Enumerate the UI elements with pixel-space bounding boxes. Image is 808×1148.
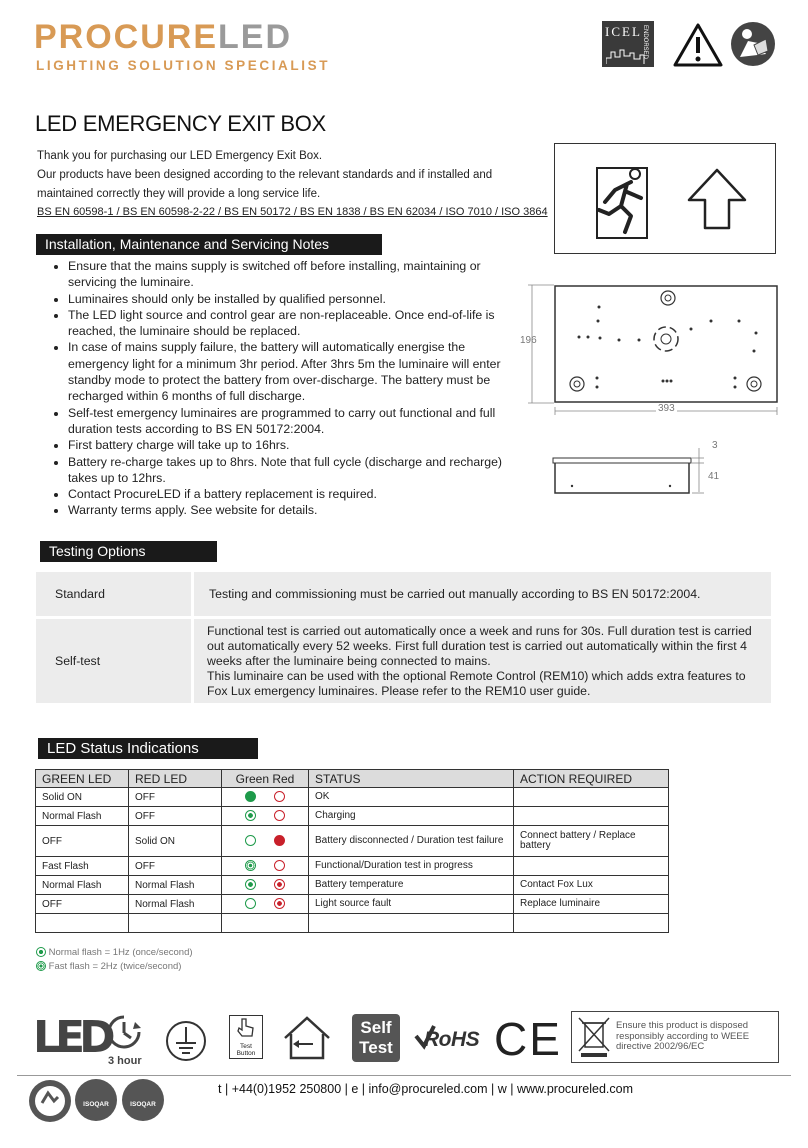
table-header-row	[36, 770, 669, 788]
weee-text: Ensure this product is disposed responsibly according to WEEE directive 2002/96/EC	[616, 1020, 750, 1052]
cell-indicator	[222, 807, 309, 826]
list-item: • The LED light source and control gear are non-replaceable. Once end-of-life is reached, the luminaire should be replaced.	[68, 307, 518, 340]
dimension-lip: 3	[712, 440, 718, 451]
cell-action	[514, 857, 669, 876]
intro-text	[37, 147, 517, 204]
cell-red-led: Solid ON	[129, 826, 222, 857]
cell-red-led: OFF	[129, 788, 222, 807]
footer-phone[interactable]: +44(0)1952 250800	[231, 1082, 342, 1096]
list-item: • Battery re-charge takes up to 8hrs. Note that full cycle (discharge and recharge) takes up to 12hrs.	[68, 454, 518, 487]
cell-green-led: OFF	[36, 895, 129, 914]
ce-mark-icon	[494, 1012, 562, 1066]
cell-red-led: OFF	[129, 857, 222, 876]
self-test-text: Self Test	[359, 1018, 393, 1057]
self-test-icon	[352, 1014, 400, 1062]
led-solid-icon	[274, 835, 285, 846]
led-off-icon	[274, 860, 285, 871]
list-item: • Ensure that the mains supply is switched off before installing, maintaining or servicing the luminaire.	[68, 258, 518, 291]
isoqar-text-1: ISOQAR	[83, 1101, 109, 1108]
led-flash-icon	[245, 810, 256, 821]
footer-contact: t | +44(0)1952 250800 | e | info@procureled.com | w | www.procureled.com	[218, 1082, 633, 1096]
dimension-depth: 41	[708, 471, 720, 482]
selftest-text-2: This luminaire can be used with the optional Remote Control (REM10) which adds extra features to Fox Lux emergency luminaires. Please refer to the REM10 user guide.	[207, 668, 746, 698]
testing-standard-text: Testing and commissioning must be carried out manually according to BS EN 50172:2004.	[194, 572, 771, 616]
indoor-use-icon	[281, 1014, 333, 1062]
isoqar-badge-2	[122, 1079, 164, 1121]
footer-divider	[17, 1075, 791, 1076]
col-red-led: RED LED	[129, 770, 222, 788]
exit-sign-illustration	[554, 143, 776, 254]
cell-status: Battery temperature	[309, 876, 514, 895]
table-row	[36, 572, 771, 616]
cell-green-led: Normal Flash	[36, 807, 129, 826]
cell-red-led: OFF	[129, 807, 222, 826]
cell-indicator	[222, 876, 309, 895]
cell-action	[514, 807, 669, 826]
front-dimension-drawing	[520, 283, 790, 418]
empty-cell	[514, 914, 669, 933]
clock-icon	[104, 1014, 144, 1050]
table-row	[36, 826, 669, 857]
intro-line-2: Our products have been designed according to the relevant standards and if installed and maintained correctly they will provide a long service life.	[37, 169, 493, 200]
installation-heading: Installation, Maintenance and Servicing Notes	[36, 234, 382, 255]
table-row	[36, 619, 771, 703]
cell-indicator	[222, 857, 309, 876]
page-title: LED EMERGENCY EXIT BOX	[35, 111, 326, 136]
table-row	[36, 788, 669, 807]
empty-cell	[36, 914, 129, 933]
front-view-outline	[520, 283, 790, 418]
selftest-text-1: Functional test is carried out automatically once a week and runs for 30s. Full duration test is carried out automatically every 52 weeks. First full duration test is carried out automatically within the first 4 weeks after the luminaire being connected to mains.	[207, 623, 752, 668]
side-dimension-drawing	[552, 440, 732, 498]
cell-indicator	[222, 826, 309, 857]
note-normal-text: Normal flash = 1Hz (once/second)	[48, 947, 193, 958]
led-off-icon	[245, 898, 256, 909]
pointing-hand-icon	[230, 1016, 260, 1038]
arrow-up-icon	[687, 168, 747, 230]
empty-cell	[129, 914, 222, 933]
led-status-table	[35, 769, 669, 933]
icel-badge	[602, 21, 654, 67]
weee-notice	[571, 1011, 779, 1063]
earth-ground-icon	[164, 1019, 208, 1063]
empty-cell	[222, 914, 309, 933]
intro-line-1: Thank you for purchasing our LED Emergency Exit Box.	[37, 150, 323, 162]
table-row	[36, 857, 669, 876]
rohs-text: RoHS	[424, 1028, 480, 1051]
cell-status: Light source fault	[309, 895, 514, 914]
col-status: STATUS	[309, 770, 514, 788]
cell-green-led: Normal Flash	[36, 876, 129, 895]
flash-notes	[36, 946, 193, 974]
icel-badge-text: ICEL	[605, 24, 642, 39]
cell-indicator	[222, 788, 309, 807]
testing-table	[36, 572, 771, 703]
cell-status: Charging	[309, 807, 514, 826]
cell-green-led: Fast Flash	[36, 857, 129, 876]
list-item: • Luminaires should only be installed by qualified personnel.	[68, 291, 518, 307]
note-normal-flash	[36, 946, 193, 960]
cell-indicator	[222, 895, 309, 914]
note-fast-flash	[36, 960, 193, 974]
list-item: • In case of mains supply failure, the battery will automatically energise the emergency light for a minimum 3hr period. After 3hrs 5m the luminaire will enter standby mode to protect the battery from over-discharge. The battery must be recharged within 6 months of full discharge.	[68, 339, 518, 404]
rohs-check-icon	[414, 1024, 436, 1050]
footer-w-label: w	[497, 1082, 507, 1096]
ce-mark-text: CE	[494, 1013, 562, 1065]
cell-status: Battery disconnected / Duration test failure	[309, 826, 514, 857]
list-item: • Self-test emergency luminaires are programmed to carry out functional and full duration tests according to BS EN 50172:2004.	[68, 405, 518, 438]
testing-heading: Testing Options	[40, 541, 217, 562]
cell-action: Replace luminaire	[514, 895, 669, 914]
fast-flash-icon	[36, 961, 46, 971]
led-status-heading: LED Status Indications	[38, 738, 258, 759]
cell-green-led: OFF	[36, 826, 129, 857]
cell-red-led: Normal Flash	[129, 876, 222, 895]
footer-website[interactable]: www.procureled.com	[516, 1082, 633, 1096]
brand-tagline: LIGHTING SOLUTION SPECIALIST	[36, 58, 331, 73]
standards-list: BS EN 60598-1 / BS EN 60598-2-22 / BS EN 50172 / BS EN 1838 / BS EN 62034 / ISO 7010 / ISO 3864	[37, 206, 548, 218]
testing-standard-label: Standard	[36, 572, 191, 616]
led-flash-icon	[274, 879, 285, 890]
col-green-led: GREEN LED	[36, 770, 129, 788]
led-icon	[33, 1012, 110, 1063]
led-flash-icon	[245, 879, 256, 890]
list-item: • First battery charge will take up to 16hrs.	[68, 437, 518, 453]
three-hour-text: 3 hour	[108, 1055, 142, 1067]
normal-flash-icon	[36, 947, 46, 957]
warning-icon	[673, 23, 723, 67]
weee-bin-icon	[576, 1015, 612, 1059]
led-solid-icon	[245, 791, 256, 802]
table-row	[36, 807, 669, 826]
led-off-icon	[274, 791, 285, 802]
side-view-outline	[552, 440, 732, 498]
list-item: • Contact ProcureLED if a battery replacement is required.	[68, 486, 518, 502]
cell-action: Connect battery / Replace battery	[514, 826, 669, 857]
note-fast-text: Fast flash = 2Hz (twice/second)	[48, 961, 182, 972]
test-button-icon	[229, 1015, 263, 1059]
footer-t-label: t	[218, 1082, 222, 1096]
led-flash-icon	[274, 898, 285, 909]
led-status-rows	[36, 788, 669, 933]
cell-green-led: Solid ON	[36, 788, 129, 807]
testing-selftest-label: Self-test	[36, 619, 191, 703]
cell-action	[514, 788, 669, 807]
list-item: • Warranty terms apply. See website for details.	[68, 502, 518, 518]
dimension-height: 196	[520, 335, 537, 346]
skyline-icon	[606, 48, 646, 64]
three-hour-icon	[104, 1014, 150, 1067]
installation-list	[48, 258, 518, 519]
led-icon-text: LED	[33, 1012, 110, 1063]
icel-endorsed-text: ENDORSED	[641, 24, 648, 60]
cell-red-led: Normal Flash	[129, 895, 222, 914]
brand-name-main: PROCURE	[34, 18, 219, 56]
led-off-icon	[274, 810, 285, 821]
test-button-text: Test Button	[236, 1043, 256, 1057]
footer-e-label: e	[351, 1082, 359, 1096]
brand-name-accent: LED	[218, 18, 293, 56]
read-manual-icon	[730, 21, 776, 67]
dimension-width: 393	[658, 403, 675, 414]
isoqar-badge-1	[75, 1079, 117, 1121]
table-row-empty	[36, 914, 669, 933]
brand-logo	[34, 18, 292, 57]
empty-cell	[309, 914, 514, 933]
led-off-icon	[245, 835, 256, 846]
footer-email[interactable]: info@procureled.com	[368, 1082, 488, 1096]
isoqar-text-2: ISOQAR	[130, 1101, 156, 1108]
col-action: ACTION REQUIRED	[514, 770, 669, 788]
cell-status: Functional/Duration test in progress	[309, 857, 514, 876]
cell-action: Contact Fox Lux	[514, 876, 669, 895]
col-indicator: Green Red	[222, 770, 309, 788]
testing-selftest-cell	[194, 619, 771, 703]
rohs-icon	[414, 1028, 479, 1052]
table-row	[36, 876, 669, 895]
cell-status: OK	[309, 788, 514, 807]
led-fast-flash-icon	[245, 860, 256, 871]
membership-seal-icon	[28, 1079, 72, 1123]
table-row	[36, 895, 669, 914]
